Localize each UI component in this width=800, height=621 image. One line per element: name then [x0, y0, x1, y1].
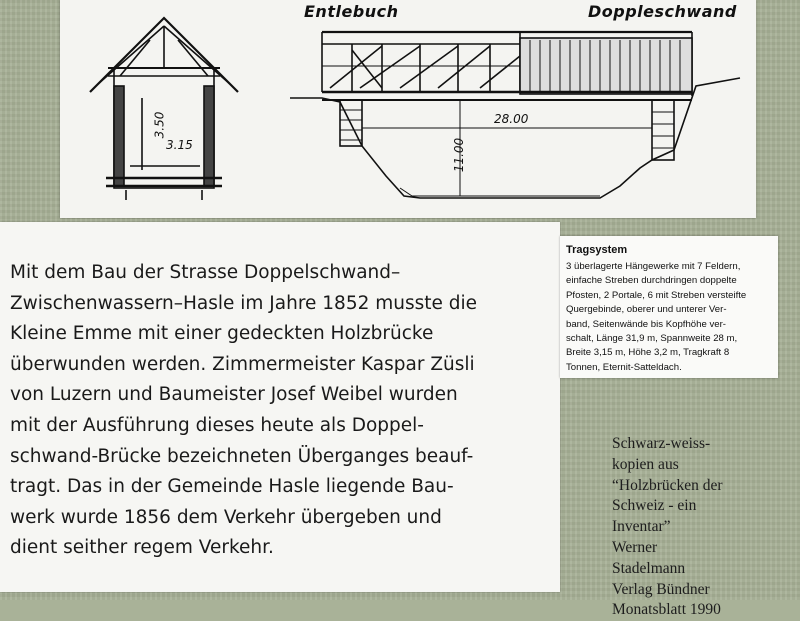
elevation-covered-section — [520, 38, 692, 94]
label-entlebuch: Entlebuch — [304, 2, 399, 21]
main-line: mit der Ausführung dieses heute als Doppel- — [10, 414, 424, 436]
tragsystem-box — [560, 236, 778, 378]
main-line: Zwischenwassern–Hasle im Jahre 1852 musste die — [10, 292, 478, 314]
tech-line: 3 überlagerte Hängewerke mit 7 Feldern, — [566, 261, 741, 272]
main-line: von Luzern und Baumeister Josef Weibel wurden — [10, 384, 458, 406]
tech-line: schalt, Länge 31,9 m, Spannweite 28 m, — [566, 333, 738, 345]
main-text-page — [0, 222, 560, 592]
dim-span: 28.00 — [494, 112, 529, 126]
tech-line: Breite 3,15 m, Höhe 3,2 m, Tragkraft 8 — [566, 347, 730, 359]
tech-line: Quergebinde, oberer und unterer Ver- — [566, 304, 727, 316]
main-line: überwunden werden. Zimmermeister Kaspar Züsli — [10, 353, 475, 375]
main-paragraph — [10, 258, 555, 564]
main-line: dient seither regem Verkehr. — [10, 537, 274, 559]
caption-line: Werner — [612, 538, 658, 556]
tech-line: einfache Streben durchdringen doppelte — [566, 275, 737, 287]
caption-line: Schweiz - ein — [612, 497, 697, 515]
main-line: tragt. Das in der Gemeinde Hasle liegende Bau- — [10, 476, 454, 498]
caption-line: “Holzbrücken der — [612, 476, 723, 494]
caption-line: Schwarz-weiss- — [612, 435, 711, 452]
caption-line: Monatsblatt 1990 — [612, 601, 721, 619]
caption-line: kopien aus — [612, 455, 679, 473]
caption-line: Verlag Bündner — [612, 580, 710, 598]
main-line: Kleine Emme mit einer gedeckten Holzbrücke — [10, 323, 434, 345]
tech-line: Tonnen, Eternit-Satteldach. — [566, 361, 682, 373]
dim-height-cross: 3.50 — [152, 111, 167, 139]
main-line: Mit dem Bau der Strasse Doppelschwand– — [10, 262, 401, 283]
label-doppleschwand: Doppleschwand — [588, 2, 737, 21]
source-caption — [612, 434, 792, 621]
caption-line: Inventar” — [612, 518, 671, 536]
bridge-sketch — [60, 0, 756, 218]
bridge-drawing — [60, 0, 756, 218]
ground-profile — [290, 78, 740, 198]
dim-height-elevation: 11.00 — [452, 137, 467, 173]
tech-line: Pfosten, 2 Portale, 6 mit Streben versteifte — [566, 289, 747, 301]
tragsystem-title: Tragsystem — [566, 244, 628, 256]
main-line: werk wurde 1856 dem Verkehr übergeben und — [10, 506, 442, 528]
main-line: schwand-Brücke bezeichneten Überganges beauf- — [10, 445, 474, 467]
tech-line: band, Seitenwände bis Kopfhöhe ver- — [566, 318, 727, 330]
tragsystem-text — [566, 260, 774, 375]
caption-line: Stadelmann — [612, 559, 686, 577]
dim-width-cross: 3.15 — [166, 138, 193, 152]
